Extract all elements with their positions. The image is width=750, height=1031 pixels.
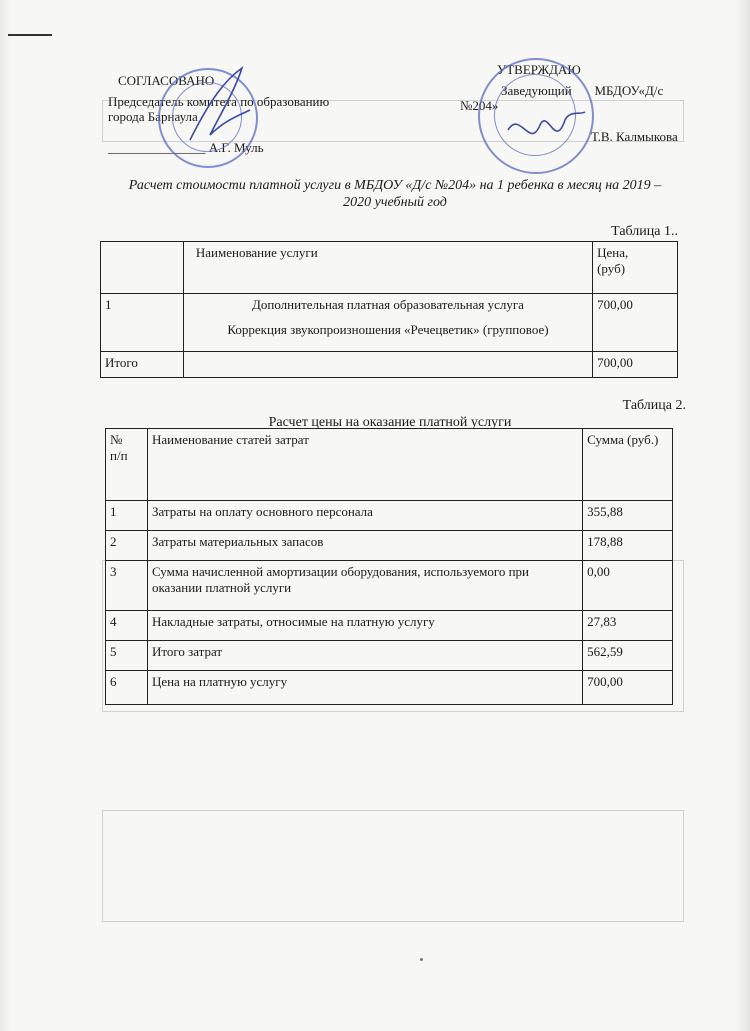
- cost-row-sum: 27,83: [583, 611, 673, 641]
- table-row: [101, 294, 678, 352]
- approval-left-signature: _______________ А.Г. Муль: [108, 140, 264, 155]
- table-row: [106, 531, 673, 561]
- approval-right-line1: Заведующий МБДОУ«Д/с: [501, 83, 664, 98]
- table1-caption: Таблица 1..: [611, 224, 678, 239]
- price-header-line2: (руб): [597, 261, 626, 276]
- total-label: Итого: [101, 352, 184, 378]
- document-title: [90, 177, 700, 211]
- table-row: [106, 671, 673, 705]
- cost-row-number: 1: [106, 501, 148, 531]
- cost-row-number: 2: [106, 531, 148, 561]
- table-row: [106, 641, 673, 671]
- table-row: [101, 352, 678, 378]
- cost-row-sum: 355,88: [583, 501, 673, 531]
- table-cell: [183, 294, 592, 352]
- table-cell: [106, 429, 148, 501]
- cost-name-header: Наименование статей затрат: [147, 429, 582, 501]
- table-row: [106, 501, 673, 531]
- bleed-through: [102, 810, 684, 922]
- cost-row-number: 5: [106, 641, 148, 671]
- num-header-line2: п/п: [110, 448, 128, 463]
- cost-row-name: Затраты материальных запасов: [147, 531, 582, 561]
- table-cell: [101, 242, 184, 294]
- service-name-header: Наименование услуги: [195, 245, 318, 260]
- cost-row-sum: 178,88: [583, 531, 673, 561]
- document-title-line1: Расчет стоимости платной услуги в МБДОУ «Д/с №204» на 1 ребенка в месяц на 2019 –: [128, 178, 662, 193]
- cost-row-name: Сумма начисленной амортизации оборудования, используемого при оказании платной услуги: [147, 561, 582, 611]
- table2-caption-title: Расчет цены на оказание платной услуги: [268, 415, 512, 430]
- document-title-line2: 2020 учебный год: [343, 195, 447, 210]
- cost-row-number: 3: [106, 561, 148, 611]
- service-table: [100, 241, 678, 378]
- service-price: 700,00: [593, 294, 678, 352]
- cost-table: [105, 428, 673, 705]
- approval-right-signature: Т.В. Калмыкова: [591, 129, 678, 144]
- table-row: [106, 561, 673, 611]
- cost-row-sum: 700,00: [583, 671, 673, 705]
- approval-left-line2: города Барнаула: [108, 109, 198, 124]
- approval-right-line2: №204»: [460, 98, 499, 113]
- total-price: 700,00: [593, 352, 678, 378]
- scan-corner-mark: [8, 34, 52, 36]
- cost-row-sum: 562,59: [583, 641, 673, 671]
- signature-right: [500, 100, 590, 160]
- cost-sum-header: Сумма (руб.): [583, 429, 673, 501]
- table-row: [106, 429, 673, 501]
- table-row: [106, 611, 673, 641]
- cost-row-name: Итого затрат: [147, 641, 582, 671]
- table-cell: [183, 242, 592, 294]
- service-name-line1: Дополнительная платная образовательная услуга: [252, 297, 524, 312]
- table2-caption-number: Таблица 2.: [622, 398, 686, 413]
- service-name-line2: Коррекция звукопроизношения «Речецветик» (групповое): [227, 322, 549, 337]
- cost-row-name: Цена на платную услугу: [147, 671, 582, 705]
- table-row: [101, 242, 678, 294]
- approval-left-line1: Председатель комитета по образованию: [108, 94, 330, 109]
- cost-row-number: 4: [106, 611, 148, 641]
- price-header-line1: Цена,: [597, 245, 629, 260]
- cost-row-name: Затраты на оплату основного персонала: [147, 501, 582, 531]
- approval-right-heading: УТВЕРЖДАЮ: [497, 62, 581, 77]
- cost-row-name: Накладные затраты, относимые на платную услугу: [147, 611, 582, 641]
- num-header-line1: №: [110, 432, 123, 447]
- service-number: 1: [101, 294, 184, 352]
- table-cell: [593, 242, 678, 294]
- table-cell: [183, 352, 592, 378]
- signature-left: [180, 60, 260, 150]
- scan-speck: [420, 958, 423, 961]
- cost-row-sum: 0,00: [583, 561, 673, 611]
- cost-row-number: 6: [106, 671, 148, 705]
- approval-left-heading: СОГЛАСОВАНО: [118, 73, 215, 88]
